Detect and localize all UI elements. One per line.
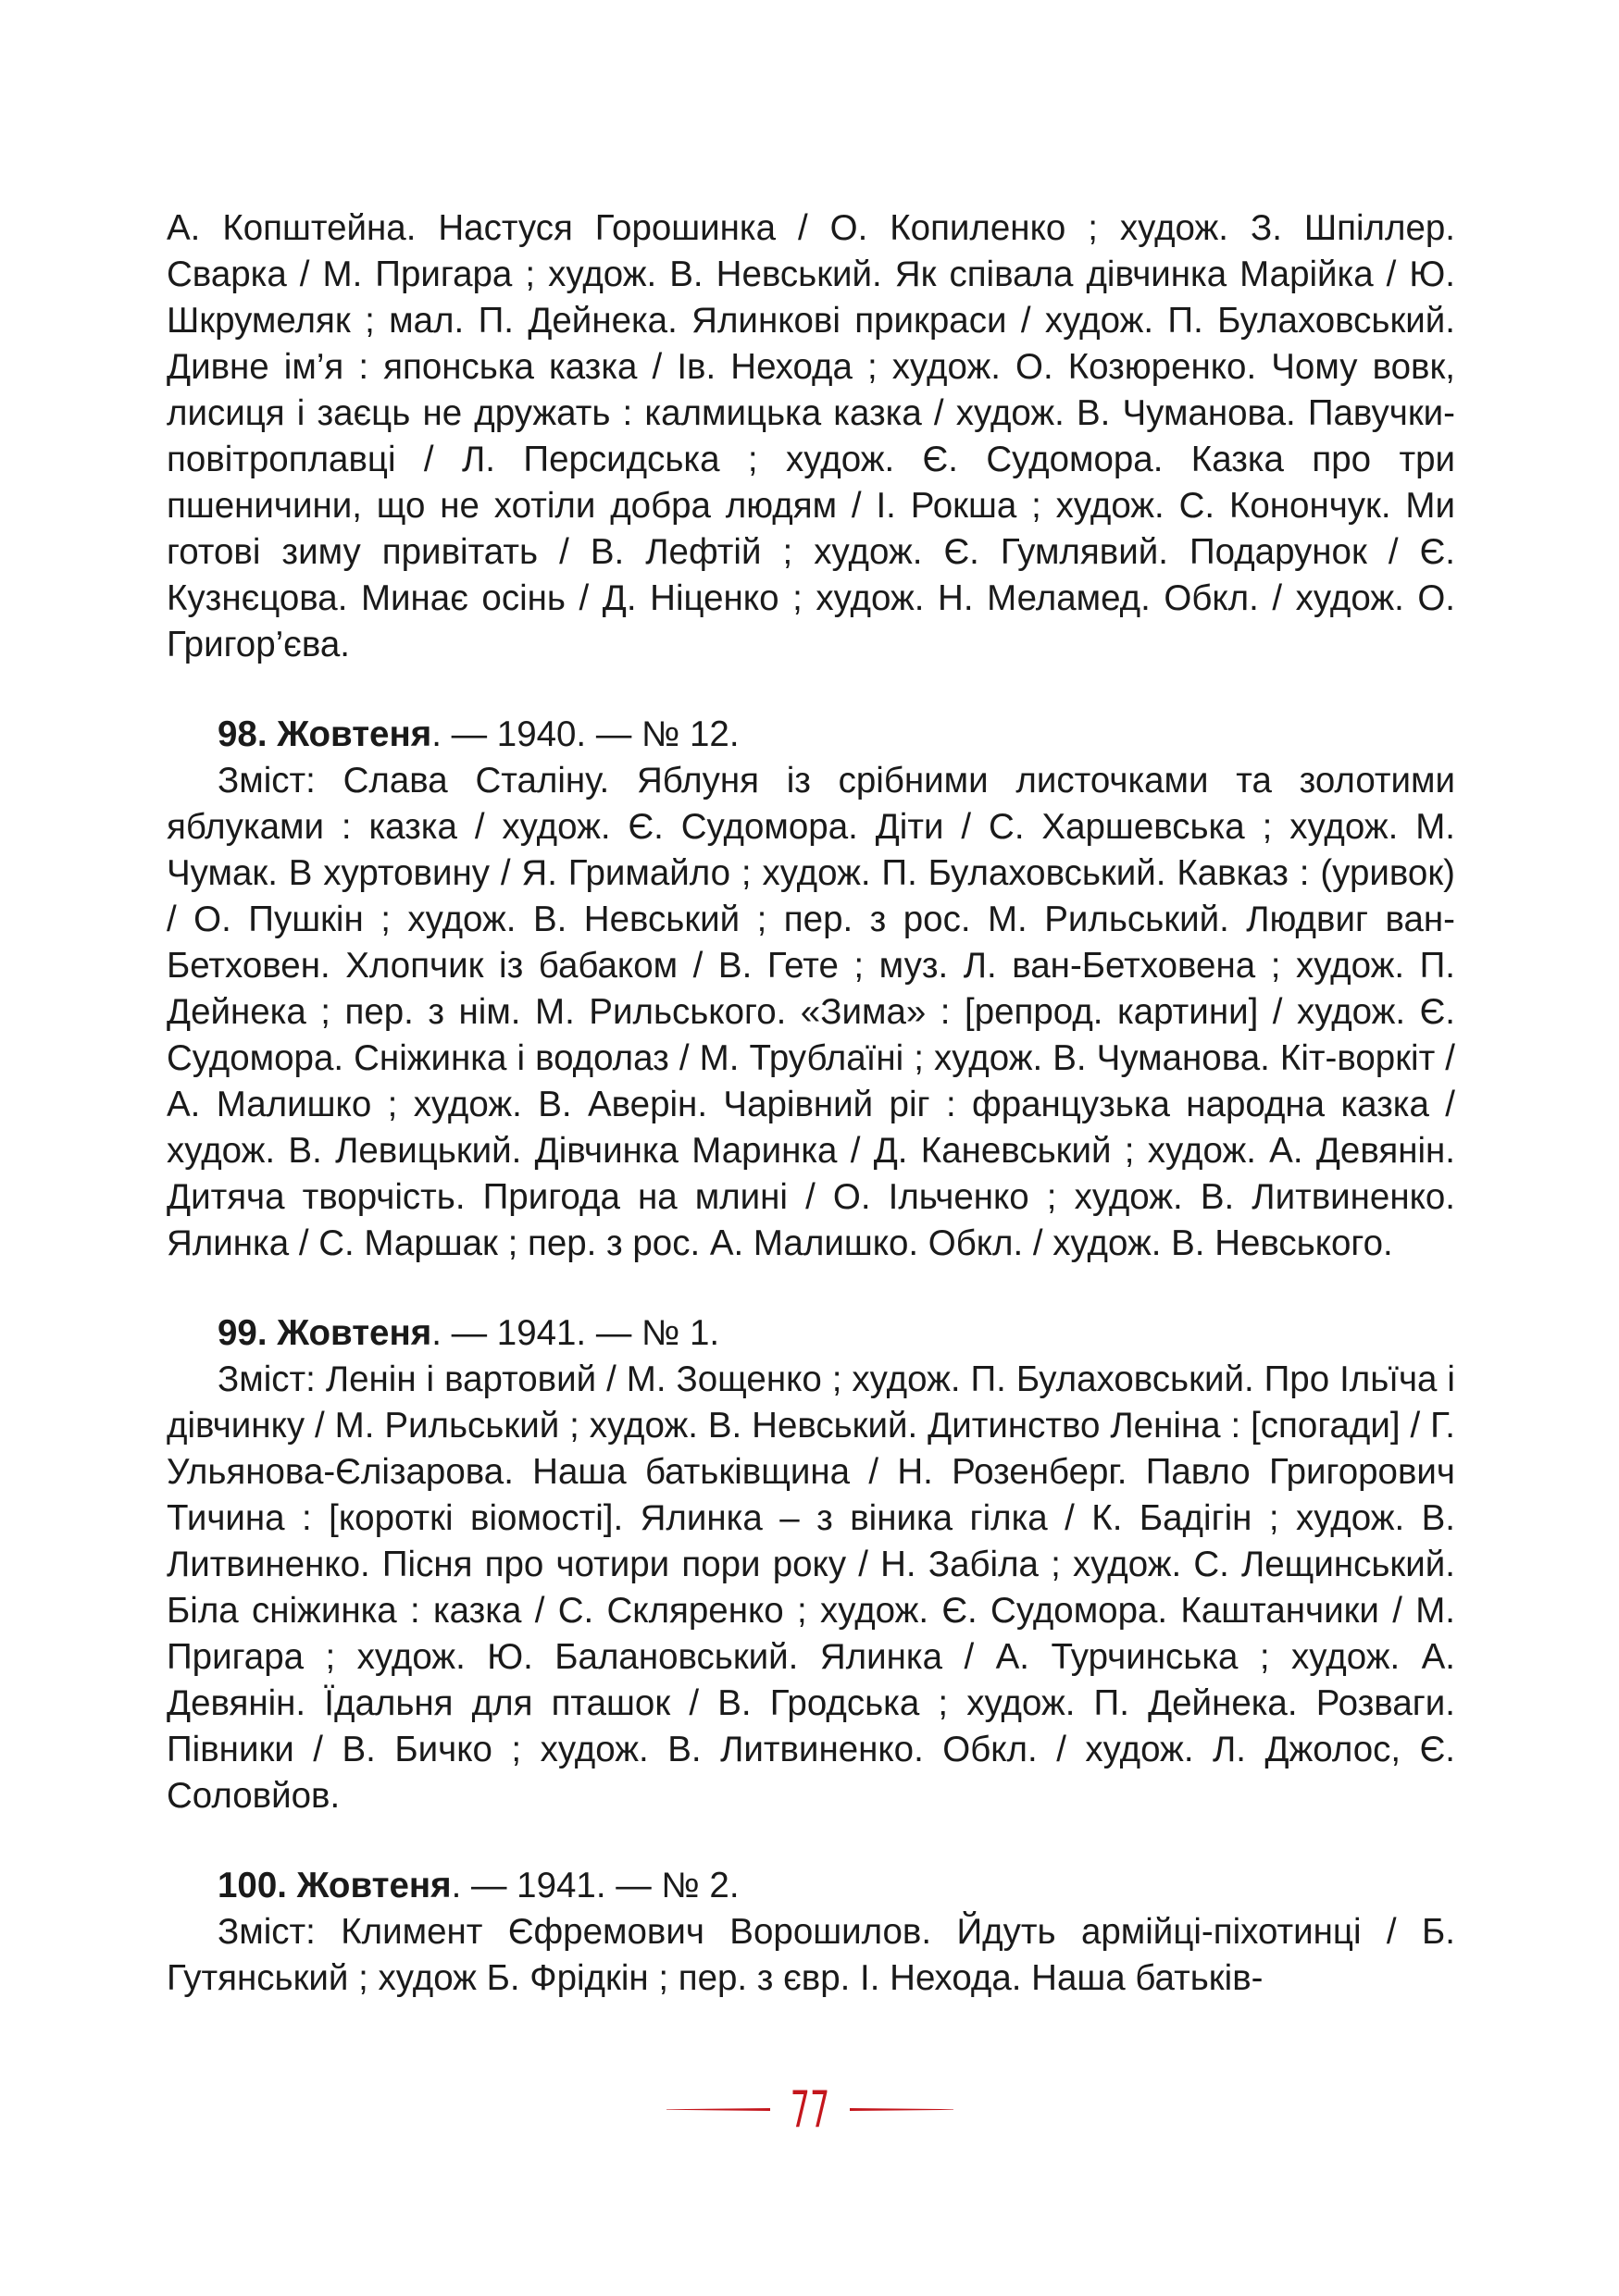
entry-meta: . — 1941. — № 1. <box>431 1313 720 1353</box>
bibliography-entry-100 <box>167 1863 1455 2002</box>
page-number: 77 <box>790 2080 830 2139</box>
entry-title: Жовтеня <box>296 1866 452 1905</box>
entry-heading <box>167 712 1455 758</box>
page-body <box>167 205 1455 2002</box>
entry-heading <box>167 1310 1455 1357</box>
entry-contents: Зміст: Ленін і вартовий / М. Зощенко ; худож. П. Булаховський. Про Ільїча і дівчинку / М. Рильський ; худож. В. Невський. Дитинство Леніна : [спогади] / Г. Ульянова-Єлізарова. Наша батьківщина / Н. Розенберг. Павло Григорович Тичина : [короткі віомості]. Ялинка – з віника гілка / К. Бадігін ; худож. В. Литвиненко. Пісня про чотири пори року / Н. Забіла ; худож. С. Лещинський. Біла сніжинка : казка / С. Скляренко ; худож. Є. Судомора. Каштанчики / М. Пригара ; худож. Ю. Балановський. Ялинка / А. Турчинська ; худож. А. Девянін. Їдальня для пташок / В. Гродська ; худож. П. Дейнека. Розваги. Півники / В. Бичко ; худож. В. Литвиненко. Обкл. / худож. Л. Джолос, Є. Соловйов. <box>167 1359 1455 1816</box>
footer-rule-left <box>666 2108 770 2111</box>
entry-number: 99. <box>218 1313 268 1353</box>
entry-meta: . — 1941. — № 2. <box>451 1866 740 1905</box>
continuation-paragraph: А. Копштейна. Настуся Горошинка / О. Копиленко ; худож. З. Шпіллер. Сварка / М. Пригара ; худож. В. Невський. Як співала дівчинка Марійка / Ю. Шкрумеляк ; мал. П. Дейнека. Ялинкові прикраси / худож. П. Булаховський. Дивне ім’я : японська казка / Ів. Нехода ; худож. О. Козюренко. Чому вовк, лисиця і заєць не дружать : калмицька казка / худож. В. Чуманова. Павучки-повітроплавці / Л. Персидська ; худож. Є. Судомора. Казка про три пшеничини, що не хотіли добра людям / І. Рокша ; худож. С. Конончук. Ми готові зиму привітать / В. Лефтій ; худож. Є. Гумлявий. Подарунок / Є. Кузнєцова. Минає осінь / Д. Ніценко ; худож. Н. Меламед. Обкл. / худож. О. Григор’єва. <box>167 208 1455 664</box>
footer-rule-right <box>850 2108 953 2111</box>
entry-heading <box>167 1863 1455 1909</box>
page-footer <box>0 2080 1619 2145</box>
entry-number: 98. <box>218 714 268 754</box>
bibliography-entry-99 <box>167 1310 1455 1819</box>
entry-meta: . — 1940. — № 12. <box>431 714 740 754</box>
entry-contents: Зміст: Слава Сталіну. Яблуня із срібними листочками та золотими яблуками : казка / худож. Є. Судомора. Діти / С. Харшевська ; худож. М. Чумак. В хуртовину / Я. Гримайло ; худож. П. Булаховський. Кавказ : (уривок) / О. Пушкін ; худож. В. Невський ; пер. з рос. М. Рильський. Людвиг ван-Бетховен. Хлопчик із бабаком / В. Гете ; муз. Л. ван-Бетховена ; худож. П. Дейнека ; пер. з нім. М. Рильського. «Зима» : [репрод. картини] / худож. Є. Судомора. Сніжинка і водолаз / М. Трублаїні ; худож. В. Чуманова. Кіт-воркіт / А. Малишко ; худож. В. Аверін. Чарівний ріг : французька народна казка / худож. В. Левицький. Дівчинка Маринка / Д. Каневський ; худож. А. Девянін. Дитяча творчість. Пригода на млині / О. Ільченко ; худож. В. Литвиненко. Ялинка / С. Маршак ; пер. з рос. А. Малишко. Обкл. / худож. В. Невського. <box>167 761 1455 1263</box>
entry-number: 100. <box>218 1866 287 1905</box>
entry-contents: Зміст: Климент Єфремович Ворошилов. Йдуть армійці-піхотинці / Б. Гутянський ; худож Б. Фрідкін ; пер. з євр. І. Нехода. Наша батьків- <box>167 1912 1455 1998</box>
entry-title: Жовтеня <box>277 1313 432 1353</box>
bibliography-entry-98 <box>167 712 1455 1267</box>
entry-title: Жовтеня <box>277 714 432 754</box>
